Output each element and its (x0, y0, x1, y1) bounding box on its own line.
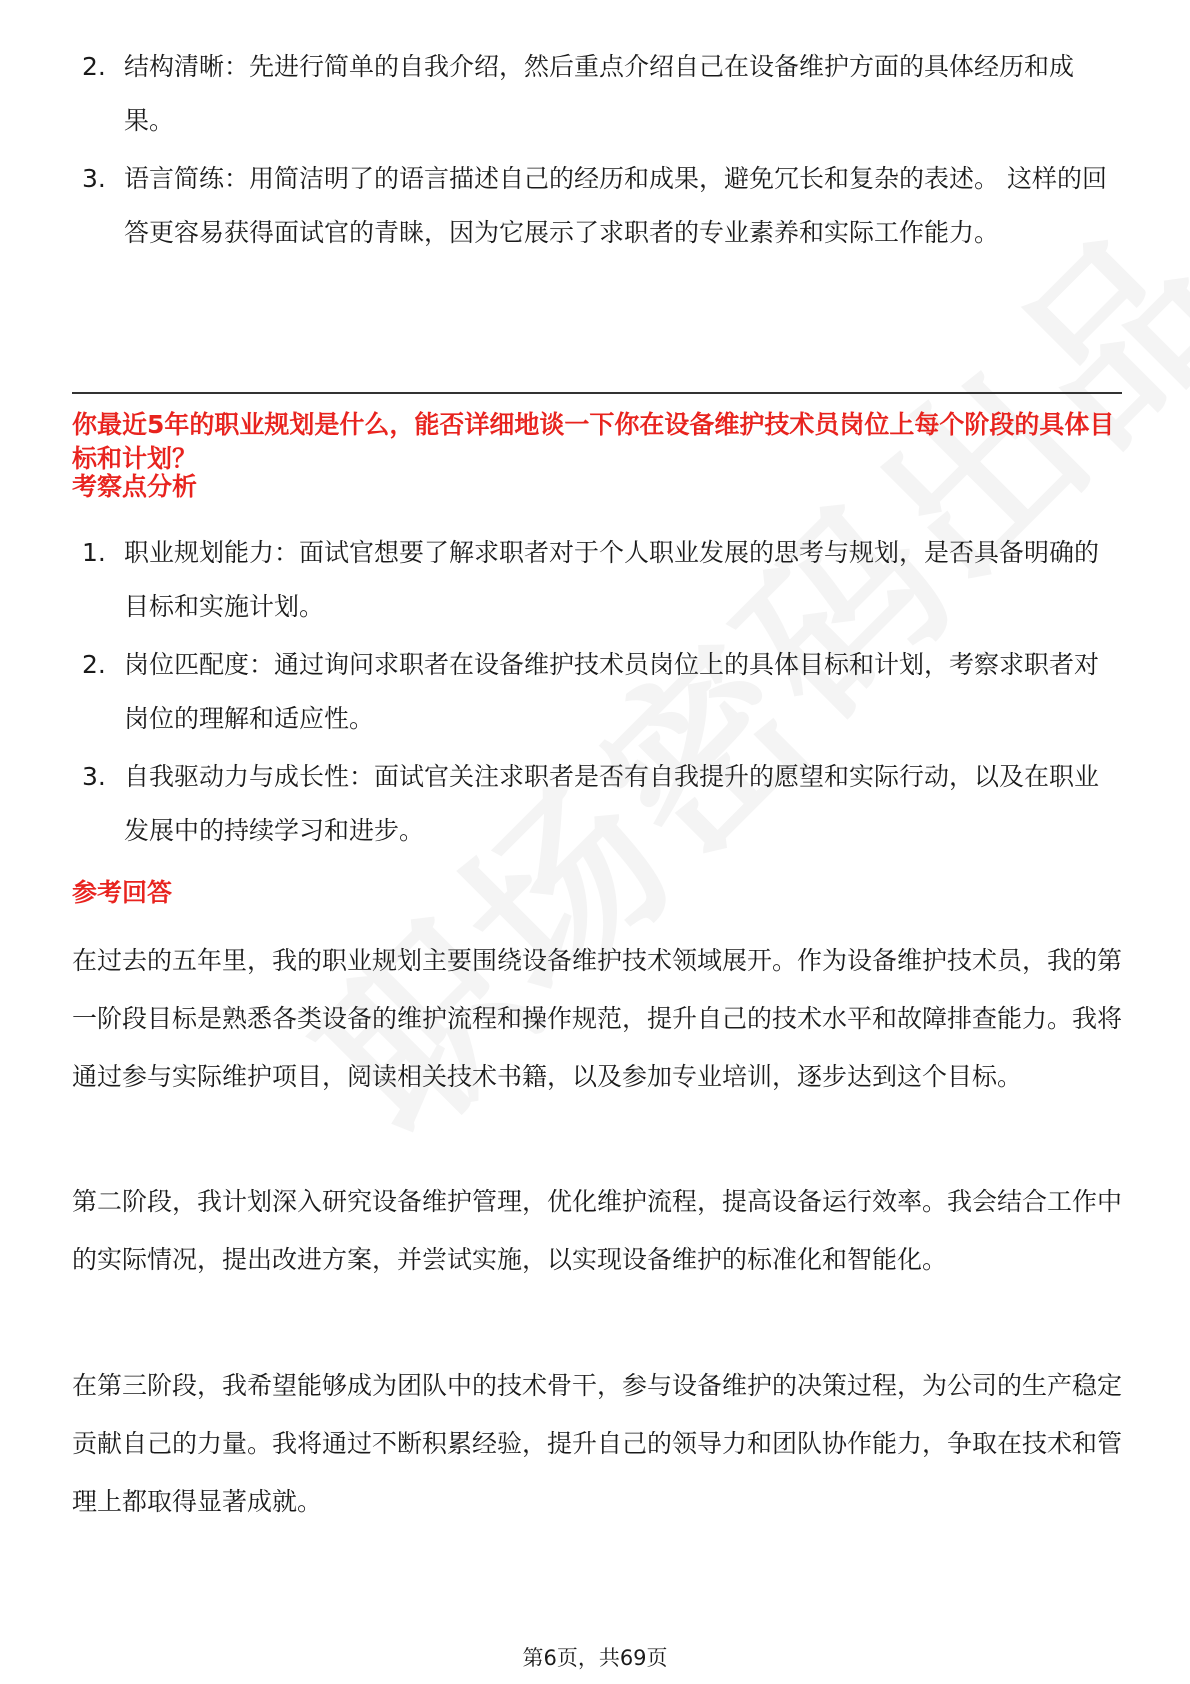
list-number: 3. (82, 762, 106, 791)
list-item (72, 638, 1122, 746)
list-item (72, 526, 1122, 634)
list-item (72, 152, 1122, 260)
list-text: 语言简练：用简洁明了的语言描述自己的经历和成果，避免冗长和复杂的表述。 这样的回答更容易获得面试官的青睐，因为它展示了求职者的专业素养和实际工作能力。 (124, 164, 1107, 247)
list-text: 自我驱动力与成长性：面试官关注求职者是否有自我提升的愿望和实际行动，以及在职业发展中的持续学习和进步。 (124, 762, 1100, 845)
analysis-heading: 考察点分析 (72, 472, 198, 501)
list-text: 岗位匹配度：通过询问求职者在设备维护技术员岗位上的具体目标和计划，考察求职者对岗位的理解和适应性。 (124, 650, 1100, 733)
answer-heading: 参考回答 (72, 878, 173, 907)
list-number: 1. (82, 538, 106, 567)
top-list (72, 40, 1122, 264)
list-text: 职业规划能力：面试官想要了解求职者对于个人职业发展的思考与规划，是否具备明确的目标和实施计划。 (124, 538, 1100, 621)
list-item (72, 40, 1122, 148)
list-number: 2. (82, 650, 106, 679)
list-number: 3. (82, 164, 106, 193)
list-text: 结构清晰：先进行简单的自我介绍，然后重点介绍自己在设备维护方面的具体经历和成果。 (124, 52, 1075, 135)
list-item (72, 750, 1122, 858)
analysis-list (72, 526, 1122, 862)
answer-paragraph: 第二阶段，我计划深入研究设备维护管理，优化维护流程，提高设备运行效率。我会结合工作中的实际情况，提出改进方案，并尝试实施，以实现设备维护的标准化和智能化。 (72, 1187, 1123, 1274)
answer-paragraph: 在过去的五年里，我的职业规划主要围绕设备维护技术领域展开。作为设备维护技术员，我的第一阶段目标是熟悉各类设备的维护流程和操作规范，提升自己的技术水平和故障排查能力。我将通过参与实际维护项目，阅读相关技术书籍，以及参加专业培训，逐步达到这个目标。 (72, 946, 1123, 1091)
list-number: 2. (82, 52, 106, 81)
section-divider (72, 392, 1122, 394)
interview-question: 你最近5年的职业规划是什么，能否详细地谈一下你在设备维护技术员岗位上每个阶段的具体目标和计划？ (72, 410, 1115, 473)
answer-paragraph: 在第三阶段，我希望能够成为团队中的技术骨干，参与设备维护的决策过程，为公司的生产稳定贡献自己的力量。我将通过不断积累经验，提升自己的领导力和团队协作能力，争取在技术和管理上都取得显著成就。 (72, 1371, 1123, 1516)
page-footer: 第6页，共69页 (522, 1646, 668, 1670)
